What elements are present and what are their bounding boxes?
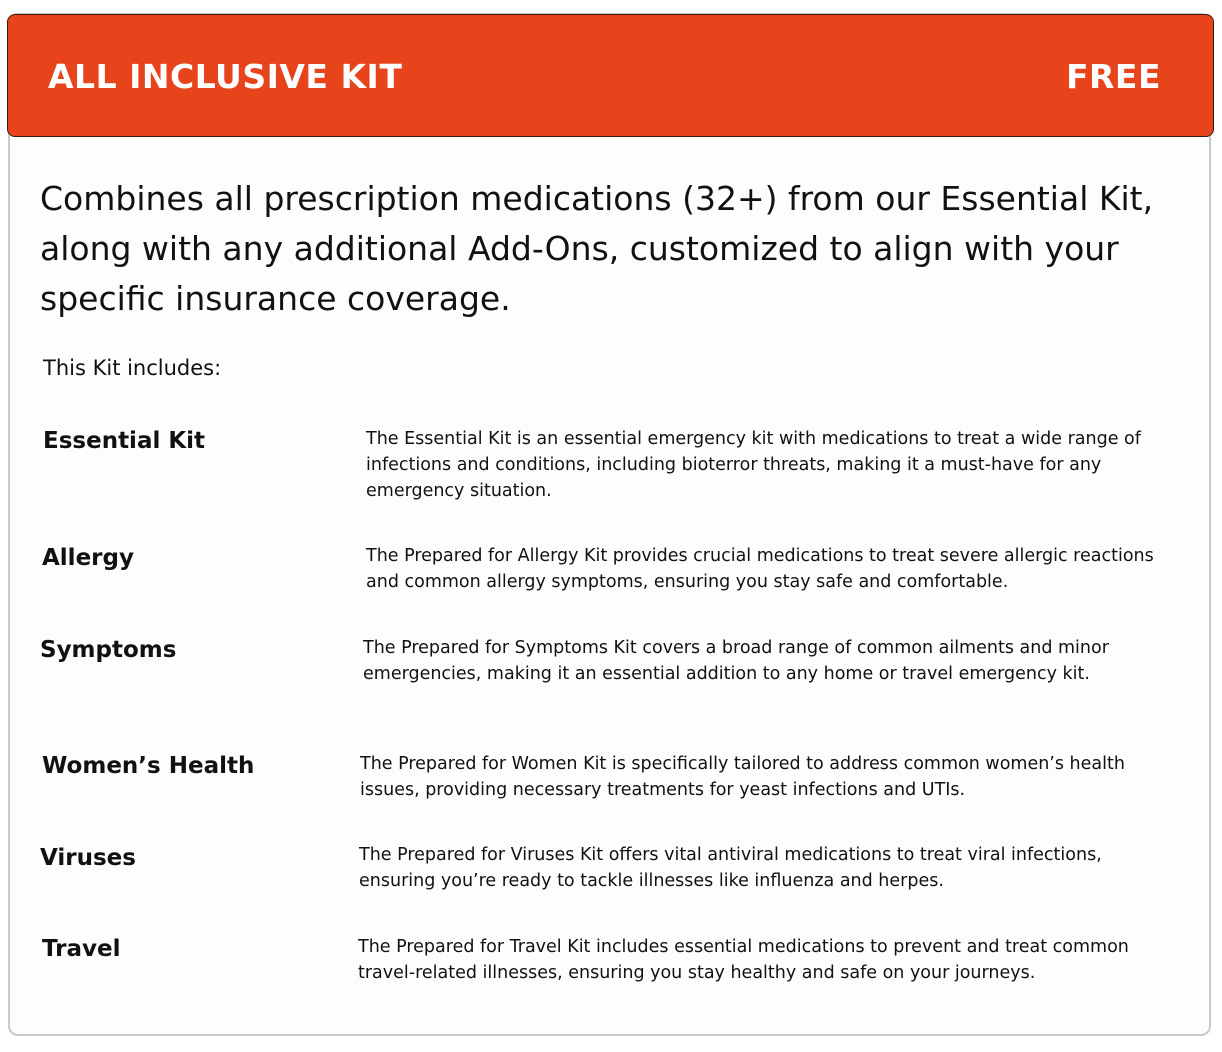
kit-name: Symptoms — [40, 637, 177, 663]
kit-row-description: The Essential Kit is an essential emergency kit with medications to treat a wide range of infections and conditions, including bioterror threats, making it a must-have for any emergency situation. — [366, 429, 1141, 501]
kit-price: FREE — [1065, 57, 1161, 96]
kit-row-description: The Prepared for Travel Kit includes essential medications to prevent and treat common travel-related illnesses, ensuring you stay healthy and safe on your journeys. — [358, 937, 1129, 983]
kit-name: Women’s Health — [42, 753, 255, 779]
kit-name: Allergy — [42, 545, 134, 571]
kit-description: Combines all prescription medications (32+) from our Essential Kit, along with any additional Add-Ons, customized to align with your specific insurance coverage. — [40, 179, 1154, 318]
kit-name: Essential Kit — [43, 428, 206, 454]
kit-row-description: The Prepared for Women Kit is specifically tailored to address common women’s health issues, providing necessary treatments for yeast infections and UTIs. — [360, 754, 1125, 800]
kit-row-description: The Prepared for Allergy Kit provides crucial medications to treat severe allergic reactions and common allergy symptoms, ensuring you stay safe and comfortable. — [366, 546, 1154, 592]
kit-name: Travel — [42, 936, 121, 962]
kit-header — [7, 14, 1214, 137]
kit-row-description: The Prepared for Symptoms Kit covers a broad range of common ailments and minor emergencies, making it an essential addition to any home or travel emergency kit. — [363, 638, 1109, 684]
kit-name: Viruses — [40, 845, 136, 871]
kit-title: ALL INCLUSIVE KIT — [48, 57, 403, 96]
includes-label: This Kit includes: — [43, 356, 222, 380]
kit-row-description: The Prepared for Viruses Kit offers vital antiviral medications to treat viral infections, ensuring you’re ready to tackle illnesses like influenza and herpes. — [359, 845, 1102, 891]
